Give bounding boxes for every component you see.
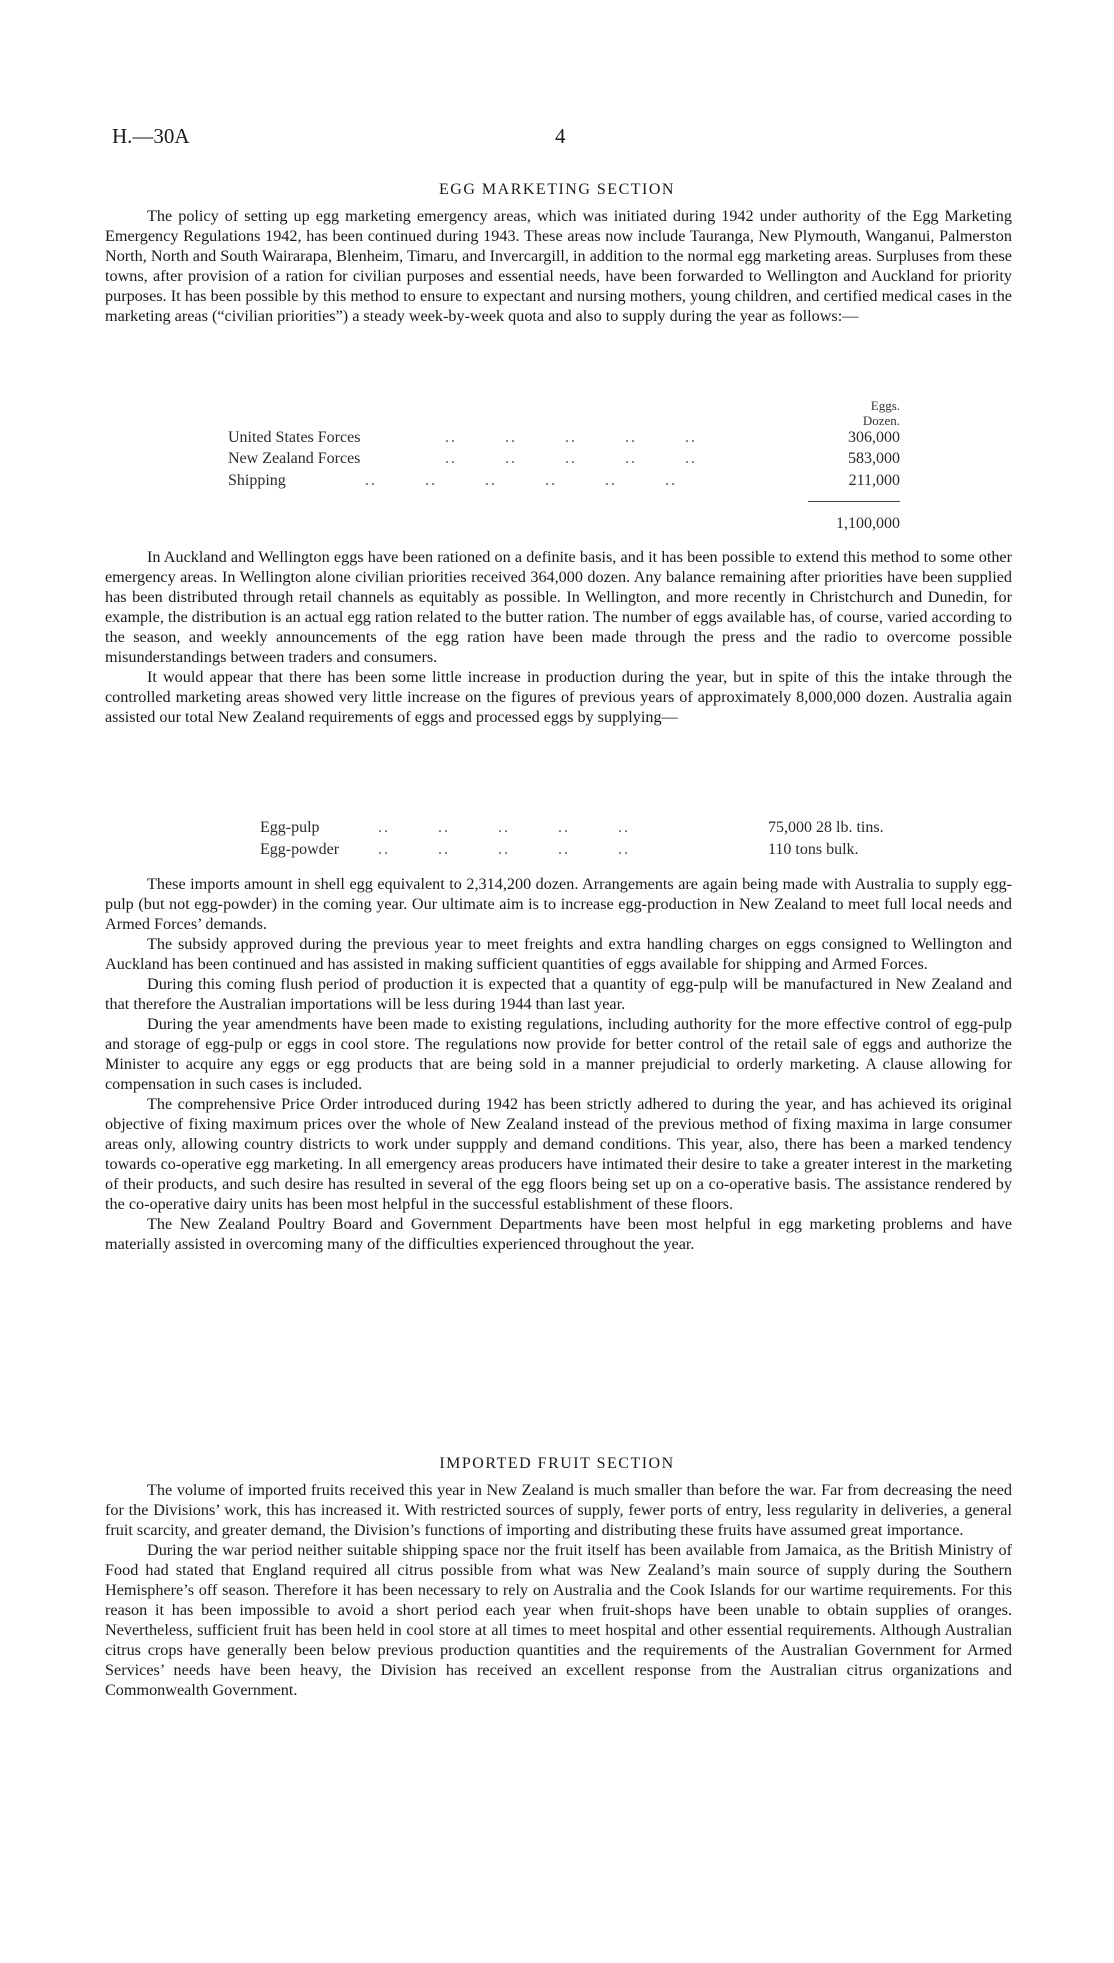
total-rule — [808, 501, 900, 502]
leader-dots: .. .. .. .. .. — [378, 819, 630, 836]
row-value: 583,000 — [848, 450, 900, 467]
table-row — [260, 818, 320, 838]
fruit-paragraph-1: The volume of imported fruits received this year in New Zealand is much smaller than before the war. Far from decreasing the need for the Divisions’ work, this has increased it. With restricted sources of supply, fewer ports of entry, less regularity in deliveries, a general fruit scarcity, and greater demand, the Division’s functions of importing and distributing these fruits have assumed great importance. — [105, 1481, 1012, 1539]
egg-paragraph-9: The New Zealand Poultry Board and Government Departments have been most helpful in egg marketing problems and have materially assisted in overcoming many of the difficulties experienced throughout the year. — [105, 1215, 1012, 1253]
leader-dots: .. .. .. .. .. — [378, 841, 630, 858]
table-row — [228, 471, 286, 491]
row-label: Shipping — [228, 472, 286, 489]
egg-section-title: EGG MARKETING SECTION — [439, 181, 675, 198]
egg-paragraph-4: These imports amount in shell egg equivalent to 2,314,200 dozen. Arrangements are again being made with Australia to supply egg-pulp (but not egg-powder) in the coming year. Our ultimate aim is to increase egg-production in New Zealand to meet full local needs and Armed Forces’ demands. — [105, 875, 1012, 933]
row-value: 306,000 — [848, 429, 900, 446]
row-value: 211,000 — [848, 472, 900, 489]
table-unit-eggs: Eggs. — [870, 398, 900, 413]
table-total: 1,100,000 — [836, 515, 900, 532]
row-value: 110 tons bulk. — [768, 841, 859, 858]
egg-paragraph-8: The comprehensive Price Order introduced during 1942 has been strictly adhered to during the year, and has achieved its original objective of fixing maximum prices over the whole of New Zealand instead of the previous method of fixing maxima in large consumer areas only, allowing country districts to work under suppply and demand conditions. This year, also, there has been a marked tendency towards co-operative egg marketing. In all emergency areas producers have intimated their desire to take a greater interest in the marketing of their products, and such desire has resulted in several of the egg floors being set up on a co-operative basis. The assistance rendered by the co-operative dairy units has been most helpful in the successful establishment of these floors. — [105, 1095, 1012, 1213]
table-unit-dozen: Dozen. — [862, 413, 900, 428]
fruit-paragraph-2: During the war period neither suitable shipping space nor the fruit itself has been available from Jamaica, as the British Ministry of Food had stated that England required all citrus possible from what was New Zealand’s main source of supply during the Southern Hemisphere’s off season. Therefore it has been necessary to rely on Australia and the Cook Islands for our wartime requirements. For this reason it has been impossible to avoid a short period each year when fruit-shops have been unable to obtain supplies of oranges. Nevertheless, sufficient fruit has been held in cool store at all times to meet hospital and other essential requirements. Although Australian citrus crops have generally been below previous production quantities and the requirements of the Australian Government for Armed Services’ needs have been heavy, the Division has received an excellent response from the Australian citrus organizations and Commonwealth Government. — [105, 1541, 1012, 1699]
page-number: 4 — [555, 124, 566, 148]
leader-dots: .. .. .. .. .. — [445, 450, 697, 467]
egg-para-1-block — [105, 206, 1012, 326]
egg-paras-2-3-block — [105, 547, 1012, 727]
table-row — [260, 840, 339, 860]
egg-paragraph-7: During the year amendments have been made to existing regulations, including authority for the more effective control of egg-pulp and storage of egg-pulp or eggs in cool store. The regulations now provide for better control of the retail sale of eggs and authorize the Minister to acquire any eggs or egg products that are being sold in a manner prejudicial to orderly marketing. A clause allowing for compensation in such cases is included. — [105, 1015, 1012, 1093]
egg-paragraph-5: The subsidy approved during the previous year to meet freights and extra handling charges on eggs consigned to Wellington and Auckland has been continued and has assisted in making sufficient quantities of eggs available for shipping and Armed Forces. — [105, 935, 1012, 973]
fruit-paras-block — [105, 1480, 1012, 1700]
row-value: 75,000 28 lb. tins. — [768, 819, 884, 836]
leader-dots: .. .. .. .. .. — [445, 429, 697, 446]
egg-paragraph-3: It would appear that there has been some little increase in production during the year, but in spite of this the intake through the controlled marketing areas showed very little increase on the figures of previous years of approximately 8,000,000 dozen. Australia again assisted our total New Zealand requirements of eggs and processed eggs by supplying— — [105, 668, 1012, 726]
leader-dots: .. .. .. .. .. .. — [365, 472, 677, 489]
egg-paragraph-1: The policy of setting up egg marketing emergency areas, which was initiated during 1942 under authority of the Egg Marketing Emergency Regulations 1942, has been continued during 1943. These areas now include Tauranga, New Plymouth, Wanganui, Palmerston North, North and South Wairarapa, Blenheim, Timaru, and Invercargill, in addition to the normal egg marketing areas. Surpluses from these towns, after provision of a ration for civilian purposes and essential needs, have been forwarded to Wellington and Auckland for priority purposes. It has been possible by this method to ensure to expectant and nursing mothers, young children, and certified medical cases in the marketing areas (“civilian priorities”) a steady week-by-week quota and also to supply during the year as follows:— — [105, 207, 1012, 325]
egg-paragraph-2: In Auckland and Wellington eggs have been rationed on a definite basis, and it has been possible to extend this method to some other emergency areas. In Wellington alone civilian priorities received 364,000 dozen. Any balance remaining after priorities have been supplied has been distributed through retail channels as equitably as possible. In Wellington, and more recently in Christchurch and Dunedin, for example, the distribution is an actual egg ration related to the butter ration. The number of eggs available has, of course, varied according to the season, and weekly announcements of the egg ration have been made through the press and the radio to overcome possible misunderstandings between traders and consumers. — [105, 548, 1012, 666]
egg-paragraph-6: During this coming flush period of production it is expected that a quantity of egg-pulp will be manufactured in New Zealand and that therefore the Australian importations will be less during 1944 than last year. — [105, 975, 1012, 1013]
row-label: New Zealand Forces — [228, 450, 361, 467]
row-label: Egg-pulp — [260, 819, 320, 836]
egg-paras-4-9-block — [105, 874, 1012, 1254]
fruit-section-title: IMPORTED FRUIT SECTION — [439, 1455, 675, 1472]
table-row — [228, 449, 360, 469]
table-row — [228, 428, 360, 448]
row-label: United States Forces — [228, 429, 361, 446]
row-label: Egg-powder — [260, 841, 340, 858]
document-reference: H.—30A — [112, 124, 190, 148]
